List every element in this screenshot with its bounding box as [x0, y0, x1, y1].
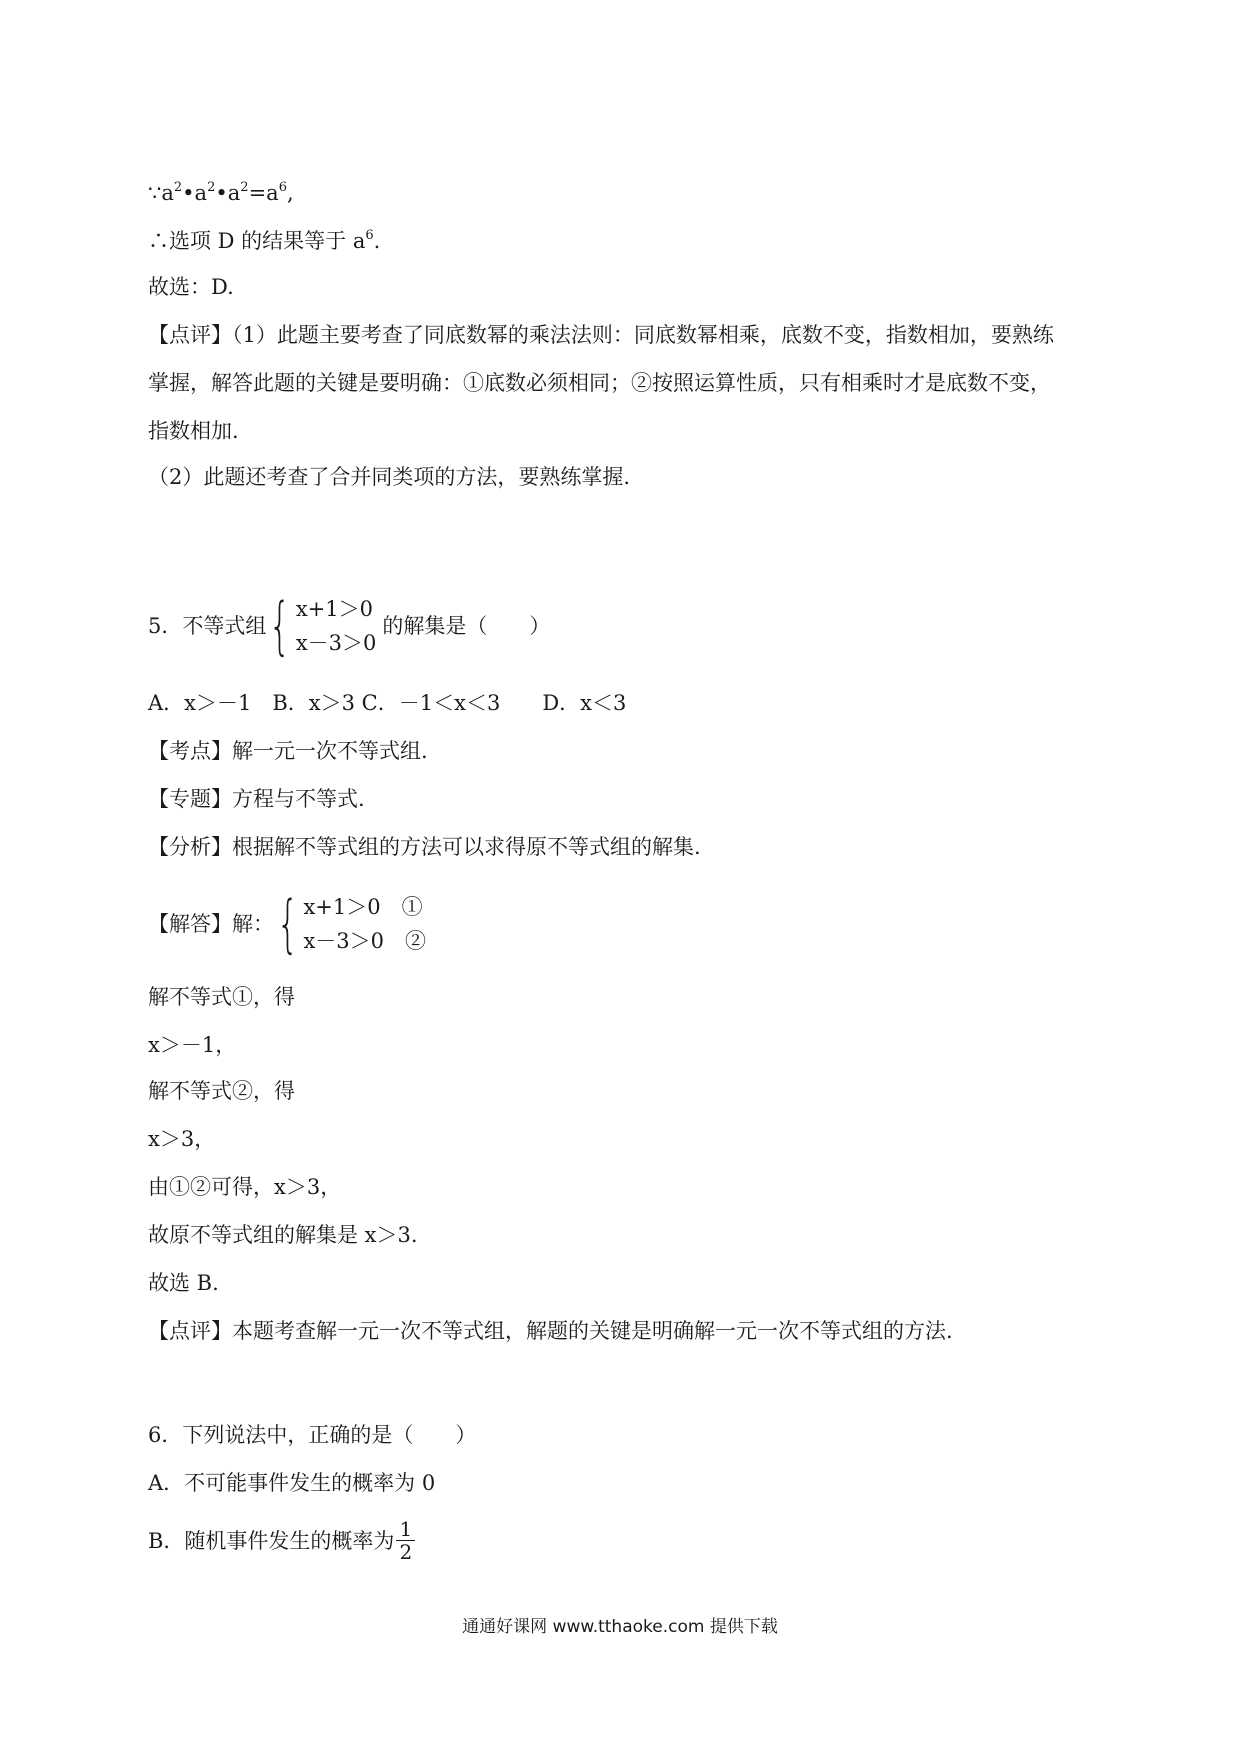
question-6-stem: 6．下列说法中，正确的是（ ） [148, 1423, 477, 1447]
comment-line: 指数相加. [148, 419, 239, 443]
solution-step: x＞－1， [148, 1033, 237, 1057]
question-5-stem [148, 589, 551, 662]
comment-line: 【点评】（1）此题主要考查了同底数幂的乘法法则：同底数幂相乘，底数不变，指数相加，要熟练 [148, 323, 1054, 347]
solution-step: x＞3， [148, 1127, 216, 1151]
answer-line: 故选：D. [148, 275, 234, 299]
dianping: 【点评】本题考查解一元一次不等式组，解题的关键是明确解一元一次不等式组的方法. [148, 1319, 953, 1343]
comment-line: （2）此题还考查了合并同类项的方法，要熟练掌握. [148, 465, 631, 489]
solution-step: 解不等式②，得 [148, 1079, 295, 1103]
zhuanti: 【专题】方程与不等式. [148, 787, 365, 811]
footer-source: 通通好课网 www.tthaoke.com 提供下载 [462, 1617, 778, 1637]
solution-step: 解不等式①，得 [148, 985, 295, 1009]
question-6-option-b: B．随机事件发生的概率为 $\frac{1}{2}$ [148, 1518, 415, 1563]
question-5-system: 5．不等式组 { x+1＞0 x－3＞0 的解集是（ ） [148, 589, 551, 662]
fraction: $\frac{1}{2}$ [396, 1518, 415, 1563]
fenxi: 【分析】根据解不等式组的方法可以求得原不等式组的解集. [148, 835, 701, 859]
brace-icon: { [269, 589, 291, 662]
question-6-option-a: A．不可能事件发生的概率为 0 [148, 1471, 436, 1495]
solution-step: 故原不等式组的解集是 x＞3. [148, 1223, 418, 1247]
question-5-options: A．x＞－1 B．x＞3 C．－1＜x＜3 D．x＜3 [148, 691, 627, 715]
comment-line: 掌握，解答此题的关键是要明确：①底数必须相同；②按照运算性质，只有相乘时才是底数不变， [148, 371, 1051, 395]
solution-step: 故选 B. [148, 1271, 219, 1295]
brace-icon: { [276, 887, 299, 960]
kaodian: 【考点】解一元一次不等式组. [148, 739, 428, 763]
jieda-system: 【解答】解： { x+1＞0 ① x－3＞0 ② [148, 887, 427, 960]
equation-line: $\because a^2•a^2•a^2=a^6$, [148, 180, 294, 205]
solution-step: 由①②可得，x＞3， [148, 1175, 342, 1199]
conclusion-line: ∴选项 D 的结果等于 $a^6$. [148, 228, 381, 253]
